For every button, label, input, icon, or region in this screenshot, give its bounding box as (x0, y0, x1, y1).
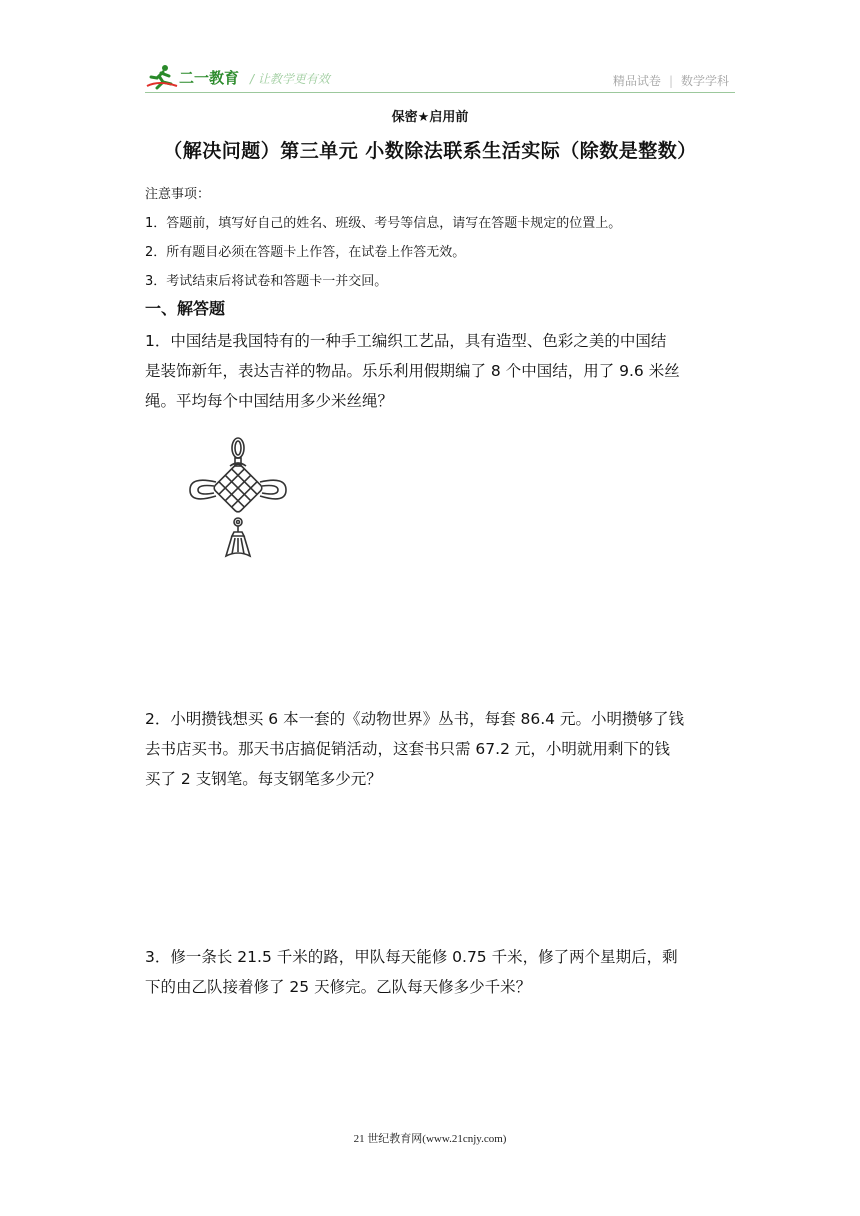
tag-premium: 精品试卷 (612, 74, 661, 88)
notes-item: 3．考试结束后将试卷和答题卡一并交回。 (145, 274, 388, 289)
notes-item: 1．答题前，填写好自己的姓名、班级、考号等信息，请写在答题卡规定的位置上。 (145, 216, 622, 231)
notes-heading: 注意事项： (145, 187, 211, 202)
question-line: 1．中国结是我国特有的一种手工编织工艺品，具有造型、色彩之美的中国结 (145, 332, 667, 350)
chinese-knot-icon (186, 436, 290, 560)
page-footer: 21 世纪教育网(www.21cnjy.com) (353, 1133, 507, 1145)
page-header (145, 62, 735, 92)
question-line: 绳。平均每个中国结用多少米丝绳？ (145, 392, 394, 410)
question-line: 买了 2 支钢笔。每支钢笔多少元？ (145, 770, 382, 788)
question-line: 去书店买书。那天书店搞促销活动，这套书只需 67.2 元，小明就用剩下的钱 (145, 740, 670, 758)
question-2 (145, 704, 735, 794)
header-divider (145, 92, 735, 93)
brand-name: 二一教育 (179, 69, 240, 87)
tag-subject: 数学学科 (680, 74, 729, 88)
section-title: 一、解答题 (145, 299, 226, 318)
secret-label: 保密★启用前 (391, 110, 469, 125)
question-3 (145, 942, 735, 1002)
notes-block (145, 180, 621, 296)
question-line: 3．修一条长 21.5 千米的路，甲队每天能修 0.75 千米，修了两个星期后，剩 (145, 948, 678, 966)
header-tags (613, 72, 729, 89)
page-title: （解决问题）第三单元 小数除法联系生活实际（除数是整数） (163, 140, 697, 162)
question-1 (145, 326, 735, 416)
runner-icon (145, 64, 179, 90)
question-line: 是装饰新年，表达吉祥的物品。乐乐利用假期编了 8 个中国结，用了 9.6 米丝 (145, 362, 680, 380)
notes-item: 2．所有题目必须在答题卡上作答，在试卷上作答无效。 (145, 245, 466, 260)
question-line: 下的由乙队接着修了 25 天修完。乙队每天修多少千米？ (145, 978, 532, 996)
tag-separator: | (668, 74, 673, 88)
question-line: 2．小明攒钱想买 6 本一套的《动物世界》丛书，每套 86.4 元。小明攒够了钱 (145, 710, 684, 728)
brand-slogan: / 让教学更有效 (250, 72, 330, 86)
